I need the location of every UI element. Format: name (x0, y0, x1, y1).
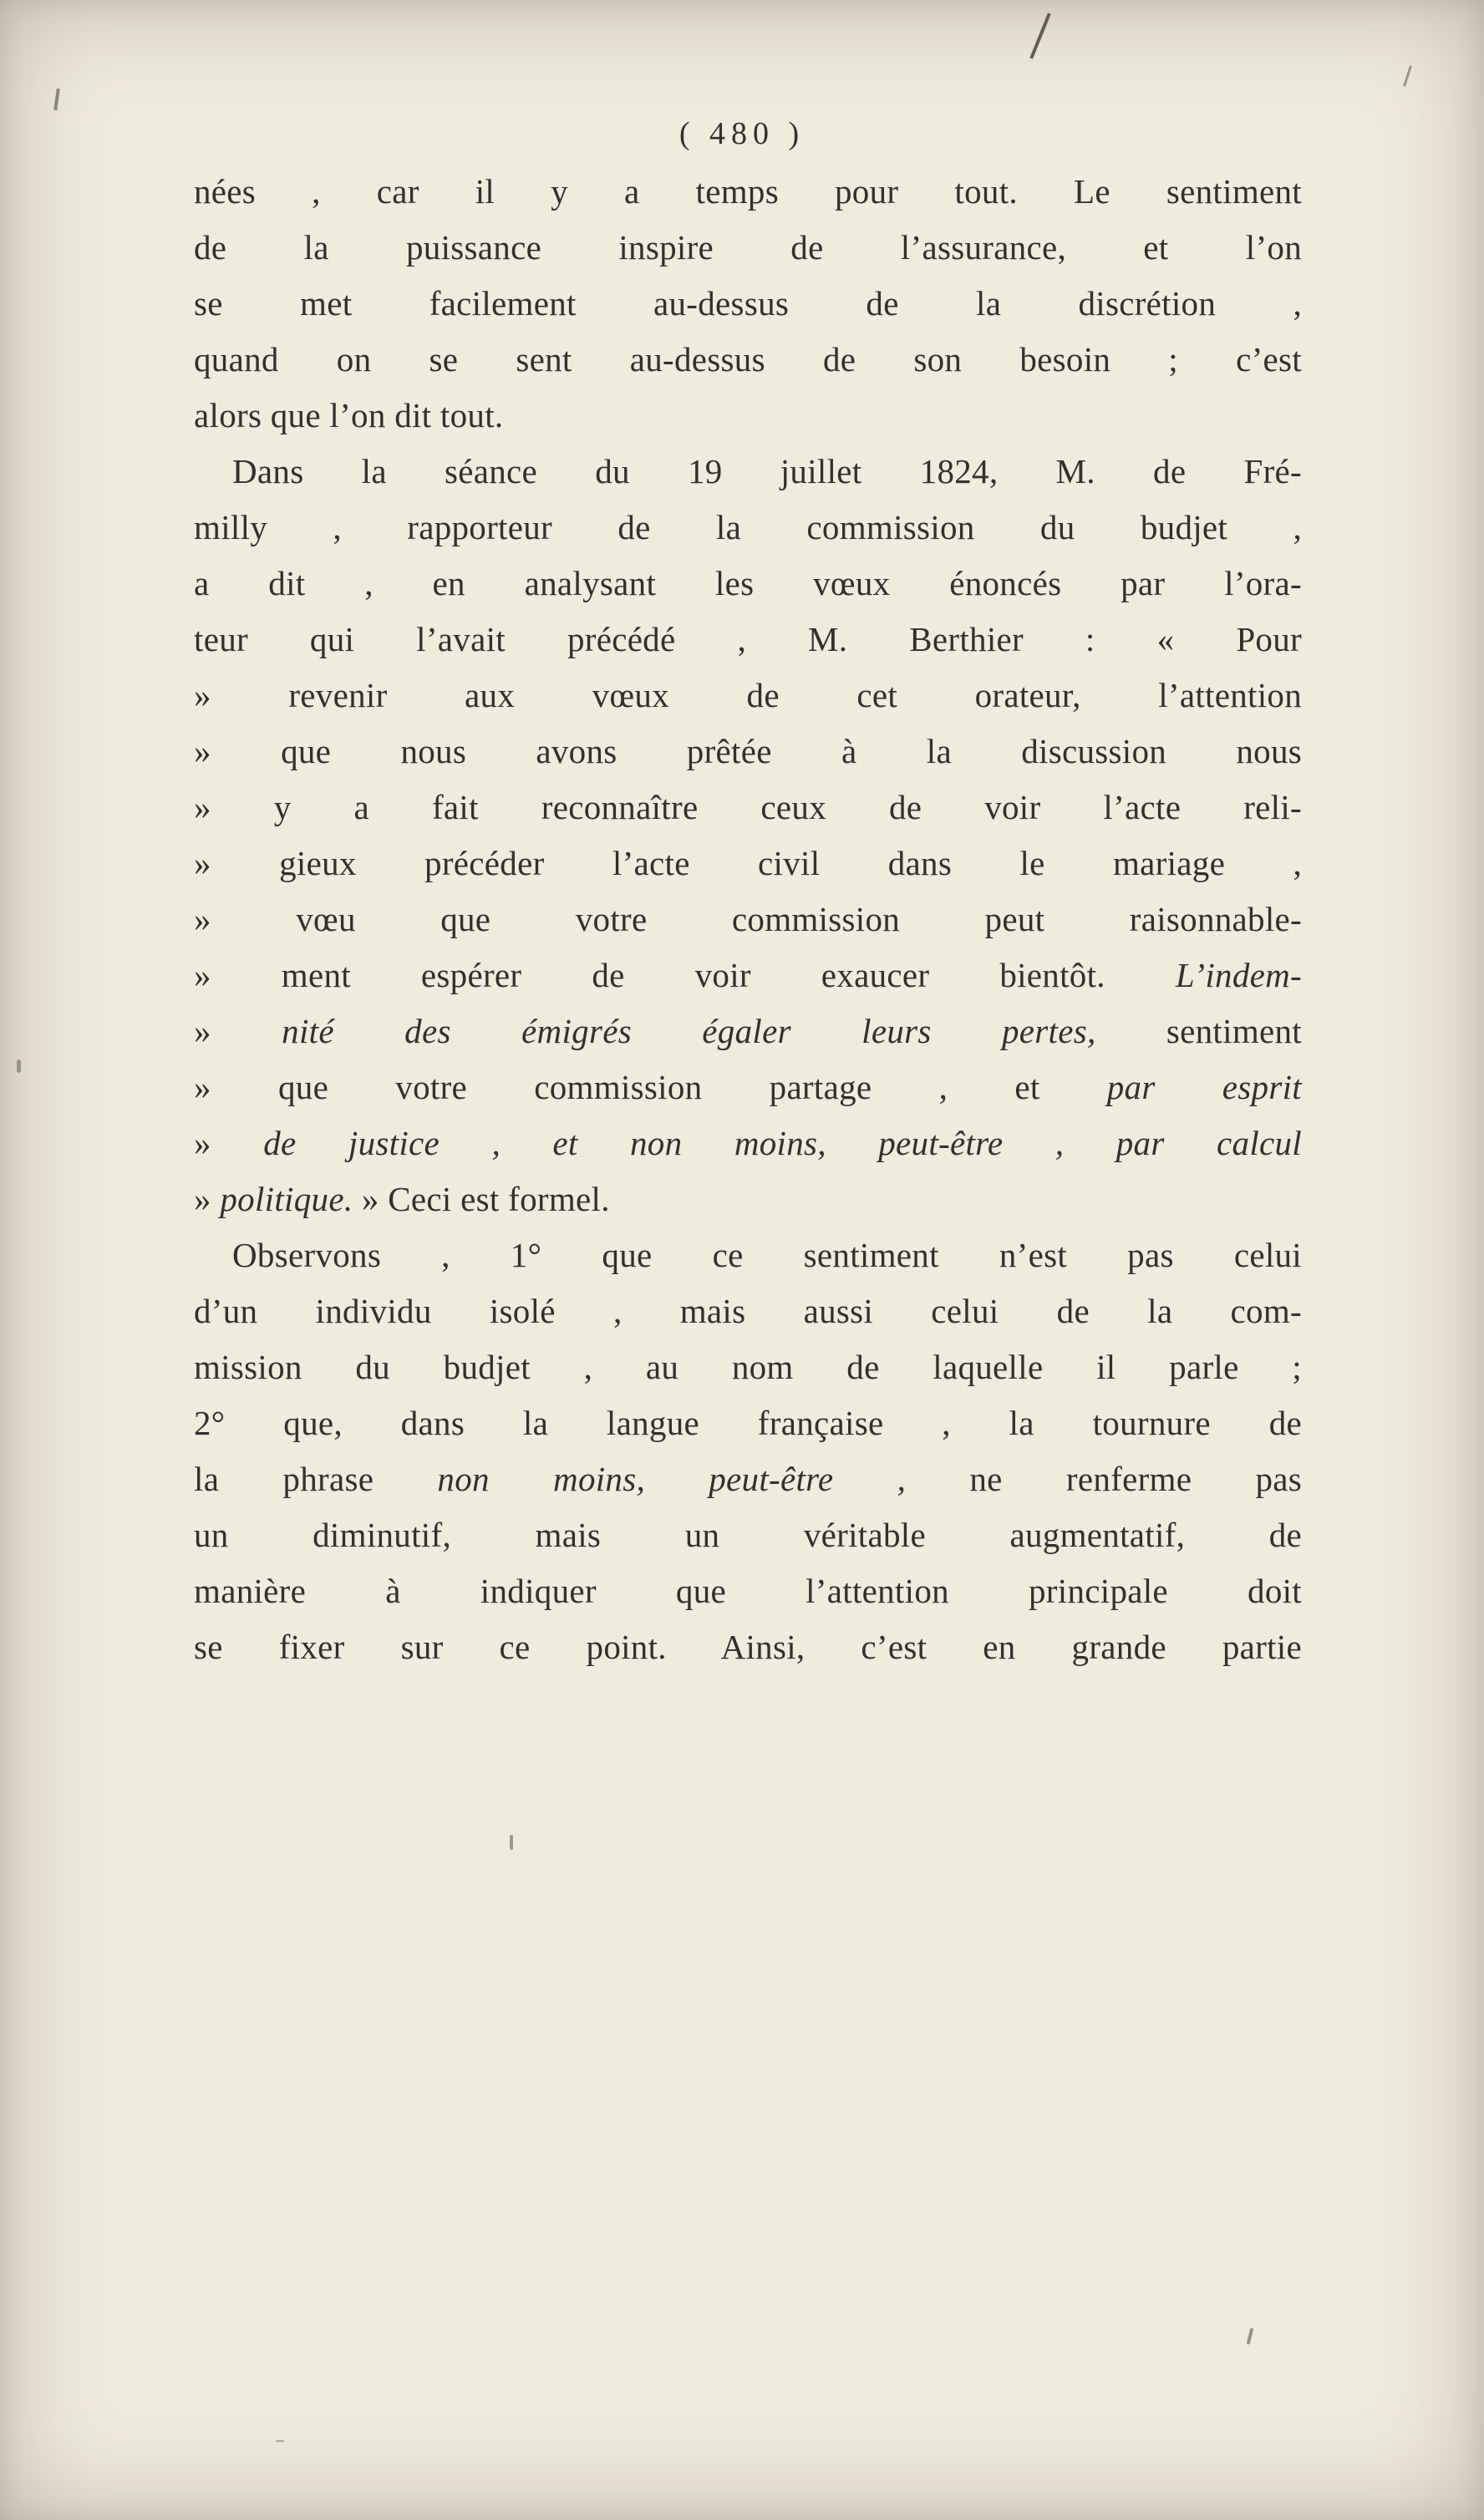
text-segment: se fixer sur ce point. Ainsi, c’est en grande partie (194, 1628, 1302, 1666)
text-line (194, 1283, 1302, 1339)
text-line (194, 1171, 1302, 1227)
text-segment: milly , rapporteur de la commission du budjet , (194, 508, 1302, 546)
text-segment: un diminutif, mais un véritable augmentatif, de (194, 1516, 1302, 1554)
text-segment: » revenir aux vœux de cet orateur, l’attention (194, 676, 1302, 714)
italic-text-segment: de justice , et non moins, peut-être , par calcul (263, 1124, 1303, 1162)
text-line (194, 164, 1302, 220)
italic-text-segment: non moins, peut-être , (437, 1460, 907, 1498)
text-line (194, 444, 1302, 500)
text-segment: » Ceci est formel. (353, 1180, 610, 1218)
text-segment: » ment espérer de voir exaucer bientôt. (194, 956, 1176, 994)
text-line (194, 836, 1302, 892)
scan-artifact (17, 1059, 21, 1073)
scan-artifact (53, 89, 60, 110)
text-segment: Dans la séance du 19 juillet 1824, M. de Fré- (232, 452, 1302, 490)
text-segment: » (194, 1124, 264, 1162)
text-line (194, 556, 1302, 612)
text-line (194, 1115, 1302, 1171)
italic-text-segment: par esprit (1106, 1068, 1302, 1106)
text-line (194, 1451, 1302, 1507)
text-line (194, 500, 1302, 556)
text-line (194, 220, 1302, 276)
scan-artifact (276, 2440, 284, 2442)
text-segment: sentiment (1095, 1012, 1302, 1050)
text-segment: la phrase (194, 1460, 438, 1498)
text-segment: mission du budjet , au nom de laquelle il parle ; (194, 1348, 1302, 1386)
text-line (194, 724, 1302, 780)
text-line (194, 388, 1302, 444)
text-line (194, 780, 1302, 836)
text-segment: de la puissance inspire de l’assurance, et l’on (194, 228, 1302, 267)
text-line (194, 948, 1302, 1003)
text-line (194, 1619, 1302, 1675)
text-segment: teur qui l’avait précédé , M. Berthier : « Pour (194, 620, 1302, 658)
text-line (194, 1395, 1302, 1451)
text-line (194, 1507, 1302, 1563)
text-segment: nées , car il y a temps pour tout. Le sentiment (194, 172, 1302, 211)
scan-artifact (1029, 13, 1050, 58)
text-segment: » (194, 1012, 282, 1050)
text-segment: » que nous avons prêtée à la discussion nous (194, 732, 1302, 770)
text-segment: a dit , en analysant les vœux énoncés par l’ora- (194, 564, 1302, 602)
text-segment: » y a fait reconnaître ceux de voir l’acte reli- (194, 788, 1302, 826)
text-line (194, 892, 1302, 948)
scan-artifact (1247, 2328, 1254, 2345)
text-segment: ne renferme pas (906, 1460, 1302, 1498)
scan-artifact (510, 1835, 513, 1850)
scan-artifact (1403, 65, 1412, 87)
text-segment: » vœu que votre commission peut raisonnable- (194, 900, 1302, 938)
text-segment: » (194, 1180, 221, 1218)
text-segment: d’un individu isolé , mais aussi celui de la com- (194, 1292, 1302, 1330)
text-block (194, 164, 1302, 1675)
italic-text-segment: politique. (220, 1180, 353, 1218)
text-line (194, 1227, 1302, 1283)
text-segment: se met facilement au-dessus de la discrétion , (194, 284, 1302, 323)
text-line (194, 1563, 1302, 1619)
text-line (194, 668, 1302, 724)
text-line (194, 1003, 1302, 1059)
text-line (194, 612, 1302, 668)
text-line (194, 276, 1302, 332)
page-number: ( 480 ) (678, 116, 806, 151)
text-line (194, 1339, 1302, 1395)
text-segment: 2° que, dans la langue française , la tournure de (194, 1404, 1302, 1442)
text-segment: quand on se sent au-dessus de son besoin ; c’est (194, 340, 1302, 379)
text-segment: » gieux précéder l’acte civil dans le mariage , (194, 844, 1302, 882)
text-segment: » que votre commission partage , et (194, 1068, 1107, 1106)
italic-text-segment: L’indem- (1175, 956, 1302, 994)
text-segment: alors que l’on dit tout. (194, 396, 504, 434)
text-line (194, 332, 1302, 388)
text-line (194, 1059, 1302, 1115)
italic-text-segment: nité des émigrés égaler leurs pertes, (282, 1012, 1096, 1050)
text-segment: manière à indiquer que l’attention principale doit (194, 1572, 1302, 1610)
text-segment: Observons , 1° que ce sentiment n’est pas celui (232, 1236, 1302, 1274)
